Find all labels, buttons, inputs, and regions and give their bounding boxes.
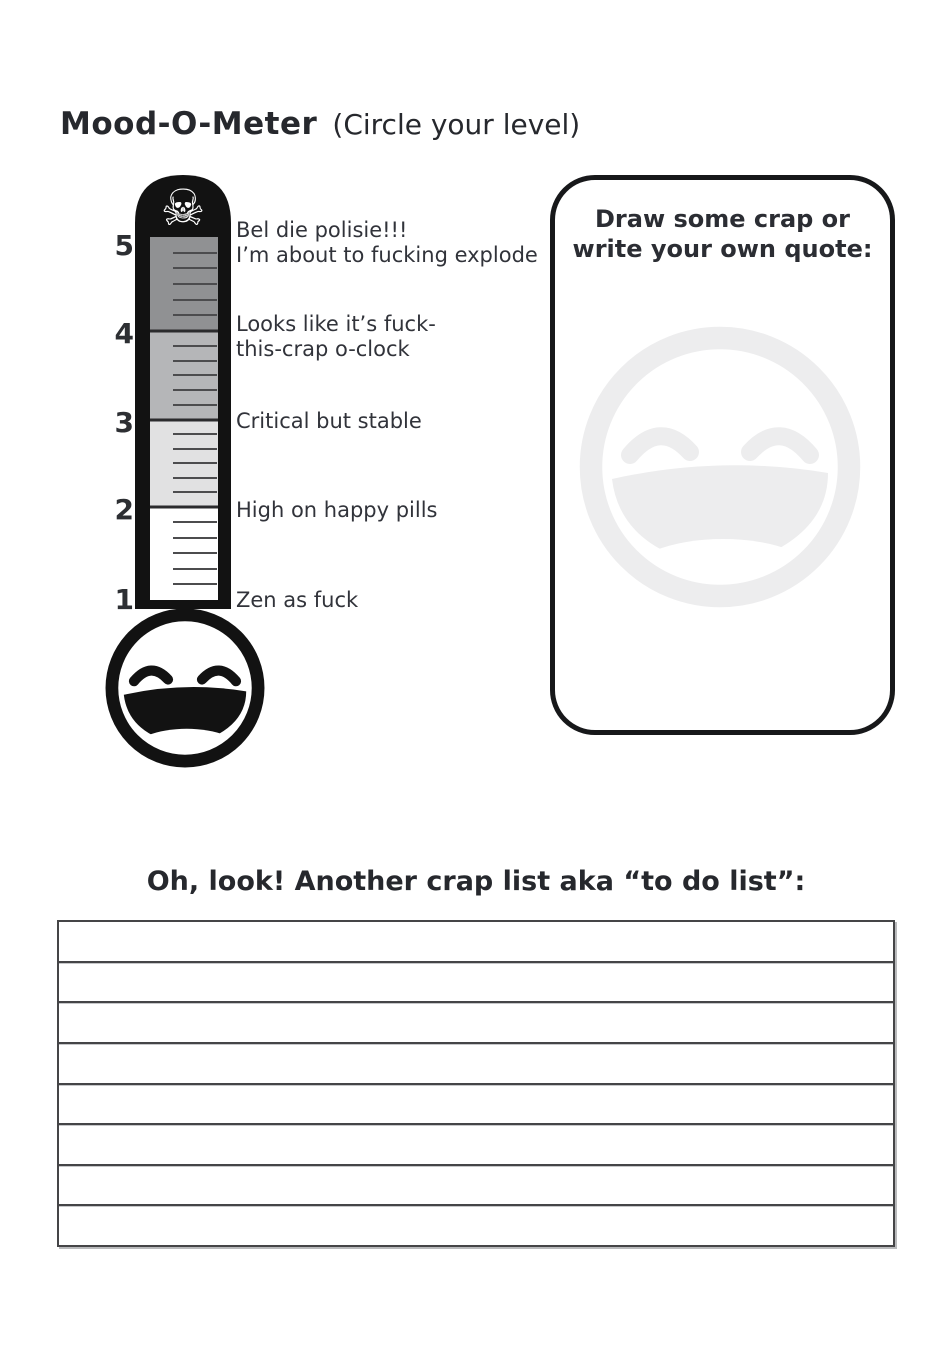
level-5-label-line2: I’m about to fucking explode — [236, 243, 538, 267]
page-title-instruction: (Circle your level) — [332, 108, 581, 141]
quote-box-prompt-line1: Draw some crap or — [594, 205, 850, 233]
level-1[interactable]: 1 — [114, 583, 134, 616]
todo-list — [57, 920, 895, 1247]
todo-line[interactable] — [59, 1206, 893, 1245]
level-5-label — [236, 218, 538, 268]
quote-drawing-box[interactable] — [550, 175, 895, 735]
level-2-label: High on happy pills — [236, 498, 438, 522]
level-3[interactable]: 3 — [114, 406, 134, 439]
level-2[interactable]: 2 — [114, 493, 134, 526]
level-4-label-line1: Looks like it’s fuck- — [236, 312, 436, 336]
level-4-label — [236, 312, 436, 362]
level-5[interactable]: 5 — [114, 229, 134, 262]
laughing-face-icon — [112, 615, 258, 773]
todo-list-heading: Oh, look! Another crap list aka “to do list”: — [146, 866, 806, 897]
todo-line[interactable] — [59, 1085, 893, 1126]
page-title — [60, 106, 580, 142]
todo-line[interactable] — [59, 1003, 893, 1044]
level-1-label: Zen as fuck — [236, 588, 359, 612]
todo-line[interactable] — [59, 1166, 893, 1207]
page-title-main: Mood-O-Meter — [60, 106, 318, 142]
quote-box-prompt-line2: write your own quote: — [572, 235, 873, 263]
todo-line[interactable] — [59, 922, 893, 963]
todo-line[interactable] — [59, 963, 893, 1004]
skull-and-crossbones-icon: ☠ — [160, 179, 206, 237]
todo-line[interactable] — [59, 1044, 893, 1085]
level-3-label: Critical but stable — [236, 409, 422, 433]
todo-line[interactable] — [59, 1125, 893, 1166]
quote-box-prompt — [555, 204, 890, 264]
level-5-label-line1: Bel die polisie!!! — [236, 218, 408, 242]
level-4[interactable]: 4 — [114, 317, 134, 350]
level-4-label-line2: this-crap o-clock — [236, 337, 410, 361]
